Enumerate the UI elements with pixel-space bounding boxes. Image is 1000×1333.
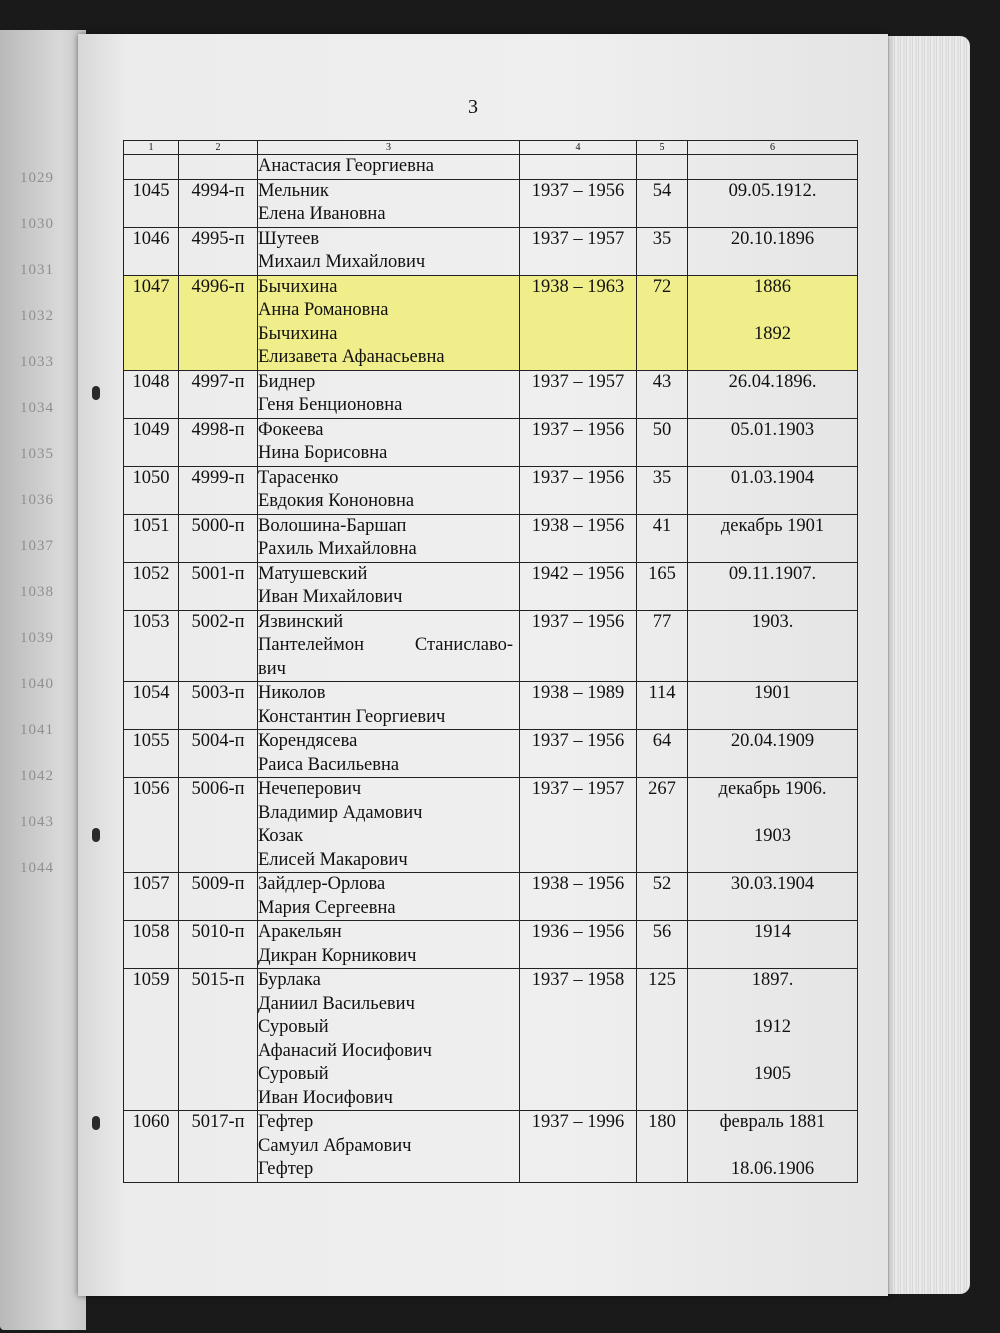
date-range: 1937 – 1956 — [520, 610, 637, 682]
ghost-number: 1040 — [20, 676, 54, 692]
person-name: Бурлака — [258, 970, 321, 990]
continuation-row — [124, 155, 858, 180]
names-cell — [258, 370, 520, 418]
record-number: 1049 — [124, 418, 179, 466]
birth-date — [688, 993, 857, 1017]
birth-date — [688, 1040, 857, 1064]
birth-dates-cell — [688, 514, 858, 562]
table-row — [124, 514, 858, 562]
birth-dates-cell — [688, 562, 858, 610]
ghost-number: 1031 — [20, 262, 54, 278]
names-cell — [258, 730, 520, 778]
case-number: 4994-п — [179, 179, 258, 227]
register-table — [123, 140, 858, 1183]
person-name: Дикран Корникович — [258, 945, 417, 966]
birth-dates-cell — [688, 730, 858, 778]
person-name: Корендясева — [258, 731, 358, 751]
birth-date: февраль 1881 — [719, 1112, 826, 1132]
record-number: 1059 — [124, 969, 179, 1111]
case-number: 5001-п — [179, 562, 258, 610]
person-name: Бычихина — [258, 323, 338, 344]
person-name: вич — [258, 658, 286, 679]
names-cell — [258, 418, 520, 466]
person-name: Фокеева — [258, 419, 324, 440]
birth-date: 09.11.1907. — [728, 563, 817, 584]
table-row — [124, 682, 858, 730]
person-name: Мария Сергеевна — [258, 897, 396, 918]
case-number: 4996-п — [179, 275, 258, 370]
sheet-count: 72 — [637, 275, 688, 370]
birth-date — [688, 299, 857, 323]
column-header: 5 — [637, 141, 688, 155]
birth-date: 1901 — [754, 683, 791, 703]
person-name: Матушевский — [258, 563, 368, 584]
person-name: Анастасия Георгиевна — [258, 156, 434, 176]
case-number: 5002-п — [179, 610, 258, 682]
person-name: Бычихина — [258, 276, 338, 297]
table-row — [124, 179, 858, 227]
person-name: Владимир Адамович — [258, 802, 423, 823]
page-number: 3 — [468, 96, 478, 118]
sheet-count: 50 — [637, 418, 688, 466]
sheet-count: 56 — [637, 921, 688, 969]
birth-date: декабрь 1901 — [720, 515, 825, 536]
names-cell — [258, 610, 520, 682]
person-name: Евдокия Кононовна — [258, 491, 415, 511]
date-range: 1938 – 1956 — [520, 873, 637, 921]
column-header: 1 — [124, 141, 179, 155]
person-name: Суровый — [258, 1017, 329, 1037]
table-row — [124, 418, 858, 466]
ghost-number: 1036 — [20, 492, 54, 508]
person-name: Михаил Михайлович — [258, 252, 426, 272]
binder-hole — [92, 386, 100, 400]
ghost-number: 1034 — [20, 400, 54, 416]
person-name: Константин Георгиевич — [258, 706, 446, 727]
person-name: Гефтер — [258, 1159, 314, 1179]
record-number: 1055 — [124, 730, 179, 778]
table-row — [124, 370, 858, 418]
person-name: Рахиль Михайловна — [258, 539, 417, 559]
person-name: Мельник — [258, 180, 329, 201]
birth-date: 1914 — [754, 922, 791, 942]
record-number: 1046 — [124, 227, 179, 275]
binder-hole — [92, 1116, 100, 1130]
sheet-count: 41 — [637, 514, 688, 562]
person-name: Самуил Абрамович — [258, 1135, 412, 1156]
table-row — [124, 227, 858, 275]
ghost-number: 1030 — [20, 216, 54, 232]
sheet-count: 52 — [637, 873, 688, 921]
sheet-count: 64 — [637, 730, 688, 778]
case-number: 4999-п — [179, 466, 258, 514]
birth-dates-cell — [688, 1111, 858, 1183]
date-range: 1942 – 1956 — [520, 562, 637, 610]
table-row — [124, 873, 858, 921]
case-number: 5015-п — [179, 969, 258, 1111]
sheet-count: 114 — [637, 682, 688, 730]
table-row — [124, 562, 858, 610]
table-row — [124, 275, 858, 370]
case-number: 4998-п — [179, 418, 258, 466]
names-cell — [258, 873, 520, 921]
person-name: Елизавета Афанасьевна — [258, 347, 445, 367]
table-row — [124, 610, 858, 682]
ghost-number: 1044 — [20, 860, 54, 876]
sheet-count: 77 — [637, 610, 688, 682]
table-row — [124, 466, 858, 514]
ghost-number: 1042 — [20, 768, 54, 784]
date-range: 1936 – 1956 — [520, 921, 637, 969]
person-name: Даниил Васильевич — [258, 993, 415, 1014]
names-cell — [258, 1111, 520, 1183]
ghost-number: 1033 — [20, 354, 54, 370]
person-name: Суровый — [258, 1064, 329, 1084]
date-range: 1937 – 1957 — [520, 370, 637, 418]
person-name: Елена Ивановна — [258, 204, 386, 224]
person-name: Нечеперович — [258, 779, 362, 799]
birth-dates-cell — [688, 179, 858, 227]
case-number: 4997-п — [179, 370, 258, 418]
ghost-number: 1037 — [20, 538, 54, 554]
table-row — [124, 1111, 858, 1183]
column-header: 2 — [179, 141, 258, 155]
names-cell — [258, 562, 520, 610]
record-number: 1056 — [124, 778, 179, 873]
person-name: Тарасенко — [258, 467, 339, 488]
person-name: Иван Иосифович — [258, 1087, 393, 1108]
person-name: Николов — [258, 683, 326, 703]
birth-dates-cell — [688, 227, 858, 275]
record-number: 1050 — [124, 466, 179, 514]
record-number: 1045 — [124, 179, 179, 227]
table-row — [124, 921, 858, 969]
binder-hole — [92, 828, 100, 842]
names-cell — [258, 969, 520, 1111]
person-name: Анна Романовна — [258, 300, 389, 320]
date-range: 1937 – 1957 — [520, 778, 637, 873]
names-cell — [258, 179, 520, 227]
sheet-count: 54 — [637, 179, 688, 227]
person-name: Пантелеймон Станиславо- — [258, 635, 513, 655]
date-range: 1938 – 1956 — [520, 514, 637, 562]
date-range: 1937 – 1956 — [520, 730, 637, 778]
record-number: 1047 — [124, 275, 179, 370]
birth-date: декабрь 1906. — [718, 779, 827, 799]
sheet-count: 180 — [637, 1111, 688, 1183]
names-cell — [258, 514, 520, 562]
ghost-number: 1035 — [20, 446, 54, 462]
birth-date: 1886 — [754, 276, 791, 297]
case-number: 5003-п — [179, 682, 258, 730]
document-page — [78, 34, 888, 1296]
person-name: Волошина-Баршап — [258, 515, 407, 536]
ghost-number: 1039 — [20, 630, 54, 646]
person-name: Биднер — [258, 371, 316, 392]
date-range: 1937 – 1956 — [520, 179, 637, 227]
case-number: 5009-п — [179, 873, 258, 921]
birth-date — [688, 802, 857, 826]
names-cell — [258, 921, 520, 969]
birth-dates-cell — [688, 610, 858, 682]
birth-date: 30.03.1904 — [730, 874, 815, 894]
birth-dates-cell — [688, 275, 858, 370]
person-name: Елисей Макарович — [258, 849, 408, 870]
sheet-count: 43 — [637, 370, 688, 418]
birth-dates-cell — [688, 418, 858, 466]
birth-dates-cell — [688, 921, 858, 969]
person-name: Шутеев — [258, 228, 320, 249]
birth-date: 1912 — [754, 1017, 791, 1037]
case-number: 5004-п — [179, 730, 258, 778]
table-row — [124, 730, 858, 778]
ghost-number: 1032 — [20, 308, 54, 324]
column-header: 6 — [688, 141, 858, 155]
record-number: 1057 — [124, 873, 179, 921]
birth-date: 20.04.1909 — [730, 731, 815, 751]
case-number: 5010-п — [179, 921, 258, 969]
date-range: 1937 – 1958 — [520, 969, 637, 1111]
case-number: 5006-п — [179, 778, 258, 873]
date-range: 1938 – 1963 — [520, 275, 637, 370]
birth-date: 18.06.1906 — [730, 1159, 815, 1179]
record-number: 1060 — [124, 1111, 179, 1183]
birth-dates-cell — [688, 778, 858, 873]
column-header: 4 — [520, 141, 637, 155]
sheet-count: 125 — [637, 969, 688, 1111]
person-name: Козак — [258, 826, 304, 846]
birth-date: 1903. — [751, 611, 794, 632]
date-range: 1938 – 1989 — [520, 682, 637, 730]
birth-date — [688, 1135, 857, 1159]
person-name: Аракельян — [258, 922, 342, 942]
ghost-number: 1029 — [20, 170, 54, 186]
names-cell — [258, 275, 520, 370]
ghost-number: 1038 — [20, 584, 54, 600]
left-page-edge — [0, 30, 86, 1330]
record-number: 1058 — [124, 921, 179, 969]
person-name: Зайдлер-Орлова — [258, 874, 386, 894]
record-number: 1051 — [124, 514, 179, 562]
record-number: 1053 — [124, 610, 179, 682]
birth-date: 1897. — [751, 970, 794, 990]
person-name: Язвинский — [258, 611, 344, 632]
record-number: 1052 — [124, 562, 179, 610]
date-range: 1937 – 1956 — [520, 466, 637, 514]
birth-dates-cell — [688, 682, 858, 730]
names-cell — [258, 466, 520, 514]
birth-dates-cell — [688, 370, 858, 418]
case-number: 5000-п — [179, 514, 258, 562]
sheet-count: 35 — [637, 466, 688, 514]
date-range: 1937 – 1956 — [520, 418, 637, 466]
names-cell — [258, 778, 520, 873]
ghost-number: 1043 — [20, 814, 54, 830]
sheet-count: 35 — [637, 227, 688, 275]
column-number-header — [124, 141, 858, 155]
birth-dates-cell — [688, 873, 858, 921]
birth-dates-cell — [688, 466, 858, 514]
sheet-count: 165 — [637, 562, 688, 610]
record-number: 1048 — [124, 370, 179, 418]
names-cell — [258, 227, 520, 275]
date-range: 1937 – 1996 — [520, 1111, 637, 1183]
person-name: Иван Михайлович — [258, 587, 403, 607]
table-row — [124, 969, 858, 1111]
sheet-count: 267 — [637, 778, 688, 873]
names-cell — [258, 682, 520, 730]
birth-date: 09.05.1912. — [728, 180, 817, 201]
person-name: Геня Бенционовна — [258, 395, 403, 415]
column-header: 3 — [258, 141, 520, 155]
birth-date: 1892 — [754, 323, 791, 344]
person-name: Раиса Васильевна — [258, 754, 400, 775]
birth-date: 20.10.1896 — [730, 228, 815, 249]
record-number: 1054 — [124, 682, 179, 730]
person-name: Нина Борисовна — [258, 443, 388, 463]
person-name: Гефтер — [258, 1112, 314, 1132]
date-range: 1937 – 1957 — [520, 227, 637, 275]
case-number: 5017-п — [179, 1111, 258, 1183]
birth-date: 05.01.1903 — [730, 419, 815, 440]
birth-date: 1903 — [754, 826, 791, 846]
case-number: 4995-п — [179, 227, 258, 275]
birth-date: 1905 — [754, 1064, 791, 1084]
birth-dates-cell — [688, 969, 858, 1111]
birth-date: 26.04.1896. — [728, 371, 817, 392]
table-row — [124, 778, 858, 873]
person-name: Афанасий Иосифович — [258, 1040, 432, 1061]
birth-date: 01.03.1904 — [730, 467, 815, 488]
ghost-number: 1041 — [20, 722, 54, 738]
